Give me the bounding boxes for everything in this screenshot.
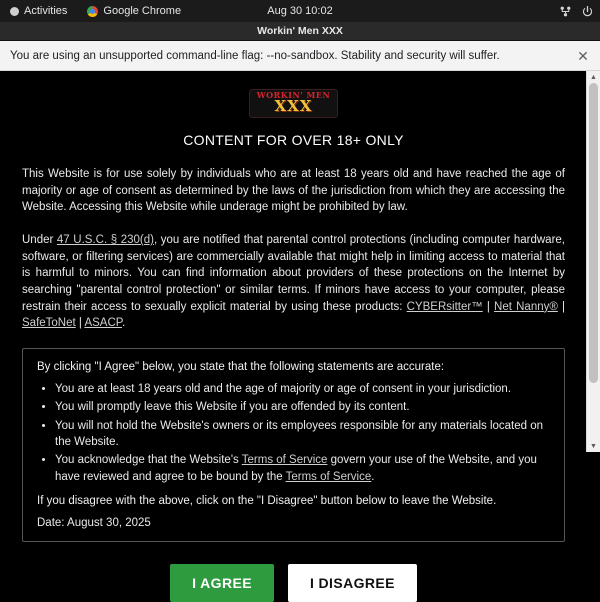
paragraph2-end: . xyxy=(121,317,126,330)
terms-item-before: You acknowledge that the Website's xyxy=(55,454,242,467)
infobar-message: You are using an unsupported command-line flag: --no-sandbox. Stability and security will suffer. xyxy=(10,49,500,62)
window-title-bar xyxy=(0,22,600,41)
i-disagree-button[interactable]: I DISAGREE xyxy=(288,564,417,602)
sep-3: | xyxy=(75,317,85,330)
clock: Aug 30 10:02 xyxy=(267,5,333,17)
top-bar-left xyxy=(6,3,185,19)
system-top-bar xyxy=(0,0,600,22)
browser-viewport xyxy=(0,71,600,592)
asacp-link[interactable]: ASACP xyxy=(84,317,122,330)
activities-button[interactable] xyxy=(6,3,71,19)
action-buttons xyxy=(22,564,565,602)
agreement-intro: By clicking "I Agree" below, you state that the following statements are accurate: xyxy=(37,361,445,374)
window-title: Workin' Men XXX xyxy=(257,25,343,37)
agreement-box xyxy=(22,348,565,542)
sep-1: | xyxy=(482,300,495,313)
page-scrollbar[interactable] xyxy=(586,71,600,452)
top-bar-status-area[interactable] xyxy=(559,5,594,18)
net-nanny-link[interactable]: Net Nanny® xyxy=(494,300,558,313)
scroll-up-arrow-icon[interactable]: ▲ xyxy=(590,73,597,81)
scrollbar-thumb[interactable] xyxy=(589,83,598,383)
list-item: • You are at least 18 years old and the age of majority or age of consent in your jurisdiction. xyxy=(55,381,550,397)
page-title: CONTENT FOR OVER 18+ ONLY xyxy=(183,132,404,148)
logo-bottom-text: XXX xyxy=(274,97,313,115)
agreement-list xyxy=(37,381,550,485)
list-item: • You will promptly leave this Website if you are offended by its content. xyxy=(55,399,550,415)
age-verification-page xyxy=(0,71,587,592)
close-icon[interactable]: ✕ xyxy=(577,47,589,64)
parental-controls-paragraph xyxy=(22,232,565,332)
taskbar-item-google-chrome[interactable] xyxy=(83,3,185,19)
usc-law-link[interactable]: 47 U.S.C. § 230(d) xyxy=(56,234,154,247)
cybersitter-link[interactable]: CYBERsitter™ xyxy=(406,300,483,313)
agreement-date: Date: August 30, 2025 xyxy=(37,517,151,530)
activities-label: Activities xyxy=(24,5,68,17)
paragraph2-after-link: , you are notified that parental control protections (including computer hardware, software, or filtering services) are commercially available that might help in limiting access to material that is harmful to minors. You can find information about providers of these protections on the Internet by searching "parental control protection" or similar terms. If minors have access to your computer, please restrain their access to sexually explicit material by using these products: xyxy=(22,234,565,313)
power-icon xyxy=(581,5,594,18)
command-line-flag-infobar xyxy=(0,41,600,71)
logo-badge xyxy=(249,89,339,118)
chrome-icon xyxy=(87,6,98,17)
list-item-terms xyxy=(55,452,550,485)
scroll-down-arrow-icon[interactable]: ▼ xyxy=(590,442,597,450)
disagree-note: If you disagree with the above, click on the "I Disagree" button below to leave the Website. xyxy=(37,495,497,508)
logo-top-text: WORKIN' MEN xyxy=(256,90,331,100)
age-requirement-paragraph: This Website is for use solely by individuals who are at least 18 years old and have reached the age of majority or age of consent as determined by the laws of the jurisdiction from which they are accessing the Website. Accessing this Website while underage might be prohibited by law. xyxy=(22,168,565,214)
sep-2: | xyxy=(557,300,566,313)
terms-item-after: . xyxy=(371,470,375,483)
paragraph2-before-link: Under xyxy=(22,234,57,247)
safetonet-link[interactable]: SafeToNet xyxy=(22,317,76,330)
network-icon xyxy=(559,5,572,18)
list-item: • You will not hold the Website's owners or its employees responsible for any materials located on the Website. xyxy=(55,418,550,451)
site-logo xyxy=(22,89,565,118)
activities-dot-icon xyxy=(10,7,19,16)
chrome-label: Google Chrome xyxy=(103,5,182,17)
terms-of-service-link-1[interactable]: Terms of Service xyxy=(241,454,328,467)
i-agree-button[interactable]: I AGREE xyxy=(170,564,274,602)
terms-item-middle: govern your use of the Website, and you have reviewed and agree to be bound by the xyxy=(55,454,537,483)
terms-of-service-link-2[interactable]: Terms of Service xyxy=(285,470,372,483)
